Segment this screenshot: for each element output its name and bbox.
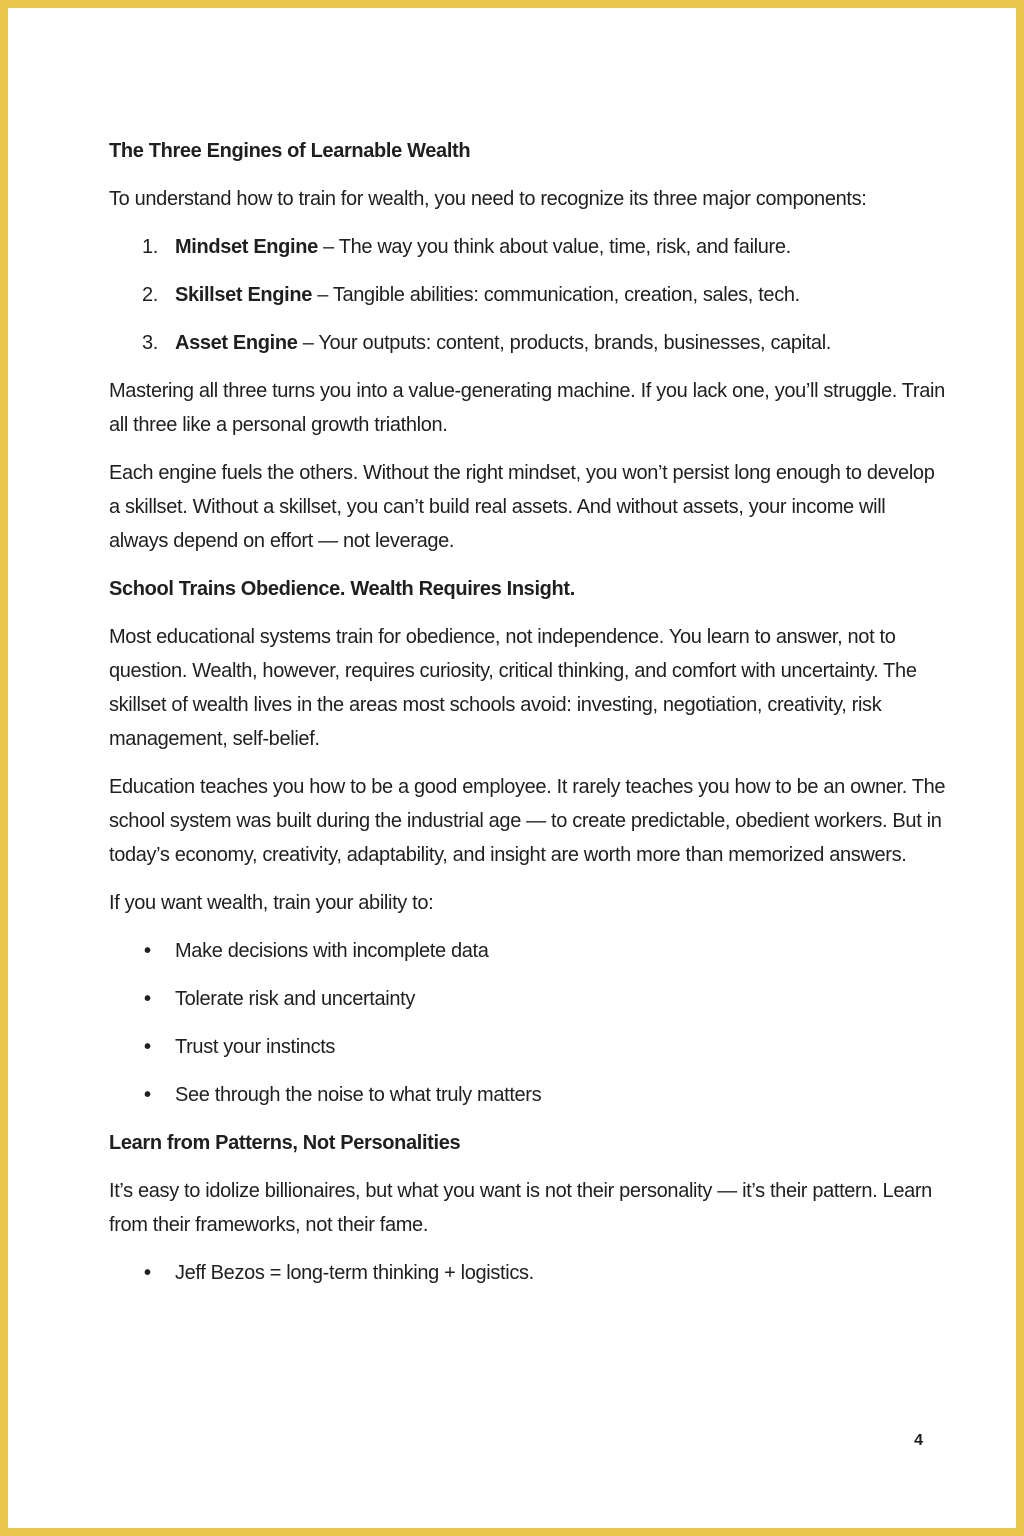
idolize-billionaires-paragraph: It’s easy to idolize billionaires, but what you want is not their personality — it’s their pattern. Learn from their frameworks, not their fame. [109, 1180, 932, 1236]
list-item [109, 1256, 949, 1290]
bullet-text: Trust your instincts [175, 1036, 336, 1058]
bullet-text: See through the noise to what truly matters [175, 1084, 542, 1106]
education-systems-paragraph: Most educational systems train for obedience, not independence. You learn to answer, not to question. Wealth, however, requires curiosity, critical thinking, and comfort with uncertainty. The skillset of wealth lives in the areas most schools avoid: investing, negotiation, creativity, risk management, self-belief. [109, 626, 917, 750]
bullet-text: Make decisions with incomplete data [175, 940, 489, 962]
bullet-icon: • [144, 940, 151, 962]
mastering-paragraph: Mastering all three turns you into a value-generating machine. If you lack one, you’ll struggle. Train all three like a personal growth triathlon. [109, 380, 945, 436]
engine-term: Asset Engine [175, 332, 298, 354]
patterns-bullet-list [109, 1256, 949, 1290]
section-heading-patterns: Learn from Patterns, Not Personalities [109, 1132, 461, 1154]
page-content [109, 134, 949, 1304]
engine-term: Mindset Engine [175, 236, 318, 258]
list-number: 2. [142, 284, 158, 306]
engine-description: – Tangible abilities: communication, creation, sales, tech. [312, 284, 800, 306]
bullet-icon: • [144, 1084, 151, 1106]
page-number: 4 [914, 1432, 923, 1449]
list-item [109, 982, 949, 1016]
list-item-mindset-engine [109, 230, 949, 264]
list-item-skillset-engine [109, 278, 949, 312]
list-item [109, 1030, 949, 1064]
list-number: 3. [142, 332, 158, 354]
list-number: 1. [142, 236, 158, 258]
train-ability-paragraph: If you want wealth, train your ability to: [109, 892, 434, 914]
bullet-icon: • [144, 988, 151, 1010]
abilities-bullet-list [109, 934, 949, 1112]
engines-list [109, 230, 949, 360]
education-employee-paragraph: Education teaches you how to be a good employee. It rarely teaches you how to be an owner. The school system was built during the industrial age — to create predictable, obedient workers. But in today’s economy, creativity, adaptability, and insight are worth more than memorized answers. [109, 776, 946, 866]
bullet-text: Tolerate risk and uncertainty [175, 988, 415, 1010]
section-heading-school-obedience: School Trains Obedience. Wealth Requires Insight. [109, 578, 575, 600]
bullet-text: Jeff Bezos = long-term thinking + logistics. [175, 1262, 534, 1284]
section-heading-three-engines: The Three Engines of Learnable Wealth [109, 140, 471, 162]
intro-paragraph: To understand how to train for wealth, you need to recognize its three major components: [109, 188, 867, 210]
engine-term: Skillset Engine [175, 284, 313, 306]
list-item [109, 934, 949, 968]
engine-description: – Your outputs: content, products, brands, businesses, capital. [297, 332, 832, 354]
engines-fuel-paragraph: Each engine fuels the others. Without the right mindset, you won’t persist long enough to develop a skillset. Without a skillset, you can’t build real assets. And without assets, your income will always depend on effort — not leverage. [109, 462, 935, 552]
list-item [109, 1078, 949, 1112]
engine-description: – The way you think about value, time, risk, and failure. [317, 236, 791, 258]
bullet-icon: • [144, 1262, 151, 1284]
list-item-asset-engine [109, 326, 949, 360]
bullet-icon: • [144, 1036, 151, 1058]
